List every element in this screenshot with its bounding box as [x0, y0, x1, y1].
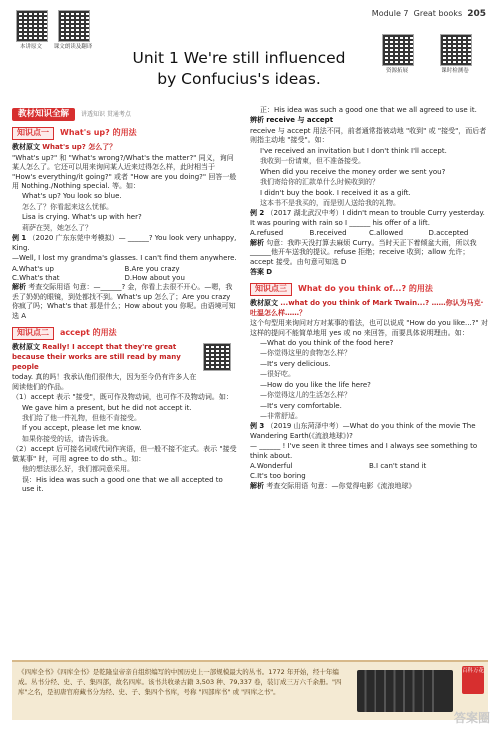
q3-label: 例 3	[250, 422, 265, 431]
right-column	[250, 106, 488, 493]
unit-title-line1: Unit 1 We're still influenced	[132, 49, 346, 67]
q1-source: （2020 广东东莞中考模拟）	[28, 234, 119, 243]
module-label: Module 7	[371, 9, 409, 18]
page-header	[372, 8, 486, 20]
knowledge-point-1-header	[12, 127, 237, 140]
kp1-explanation: "What's up?" 和 "What's wrong?/What's the matter?" 同义，询问某人怎么了。它还可以用来询问某人近来过得怎么样，此时相当于 "How's everything/it going?" 或者 "How are you doing?" 回答一般用 Nothing./Nothing special. 等。如：	[12, 153, 237, 191]
section-tag: 教材知识全解	[12, 108, 75, 121]
kp2-source-text-c: today. 真的吗！我承认他们很伟大，因为至今仍有许多人在阅读他们的作品。	[12, 373, 197, 391]
q2-exp-text: 句意：我昨天没打算去麻烦 Curry。当时天正下着倾盆大雨，所以我______他开车送我的提议。refuse 拒绝；receive 收到；allow 允许；accept 接受。由句意可知选 D	[250, 238, 477, 266]
example-line: 他的想法那么好，我们都同意采用。	[22, 465, 134, 474]
q1-exp-label: 解析	[12, 283, 26, 292]
discrimination-header	[250, 116, 488, 125]
q1-exp-text: 考查交际用语 句意：—______? 金，你看上去很不开心。—嗯，我丢了奶奶的眼镜，到处都找不到。What's up 怎么了；Are you crazy 你疯了吗；What's that 那是什么；How about you 你呢。由语境可知选 A	[12, 283, 236, 320]
knowledge-point-2-header	[12, 327, 237, 340]
unit-title	[108, 48, 370, 90]
kp2-title: accept 的用法	[60, 328, 117, 338]
question-3	[250, 422, 488, 441]
footer-box	[12, 660, 488, 720]
example-line: 正：His idea was such a good one that we all agreed to use it.	[260, 106, 477, 114]
kp1-source	[12, 143, 237, 152]
kp3-tag: 知识点三	[250, 283, 292, 296]
example-line: 这本书不是我买的，而是别人送给我的礼物。	[260, 198, 400, 207]
example-line: 莉萨在哭，她怎么了？	[22, 223, 92, 232]
kp2-source-text-b: because their works are still read by many people	[12, 353, 181, 371]
source-label: 教材原文	[250, 299, 278, 308]
book-label: Great books	[413, 9, 463, 18]
q3-explanation	[250, 482, 488, 491]
kp3-source-text: ...what do you think of Mark Twain...? ……你认为马克·吐温怎么样……？	[250, 299, 484, 317]
disc-label: 辨析	[250, 116, 264, 125]
example-line: What's up? You look so blue.	[22, 192, 122, 201]
qr-label-1: 本讲原文	[19, 44, 42, 50]
example-line: —非常舒适。	[260, 412, 302, 421]
q2-option-c: C.allowed	[369, 229, 404, 238]
q3-options-row1	[250, 462, 488, 471]
example-line: —It's very comfortable.	[260, 401, 342, 410]
example-line: 如果你接受的话，请告诉我。	[22, 434, 113, 443]
example-line: —It's very delicious.	[260, 359, 331, 368]
example-line: I've received an invitation but I don't think I'll accept.	[260, 146, 447, 155]
q1-option-d: D.How about you	[124, 273, 185, 282]
section-header	[12, 108, 237, 121]
kp3-explanation: 这个句型用来询问对方对某事的看法，也可以说成 "How do you like...?" 对这样的提问不能简单地用 yes 或 no 来回答，而要具体说明理由。如：	[250, 319, 488, 337]
q2-exp-label: 解析	[250, 238, 264, 247]
q2-text: I didn't mean to trouble Curry yesterday. It was pouring with rain so I ______ his offer of a lift.	[250, 209, 485, 227]
question-1	[12, 234, 237, 253]
example-line: I didn't buy the book. I received it as a gift.	[260, 188, 411, 197]
page-number: 205	[467, 9, 486, 19]
q3-exp-label: 解析	[250, 482, 264, 491]
qr-code-2	[58, 10, 90, 42]
q3-text: —What do you think of the movie The Wandering Earth(《流浪地球》)?	[250, 422, 476, 440]
q3-option-c: C.It's too boring	[250, 471, 306, 480]
unit-title-line2: by Confucius's ideas.	[157, 69, 321, 88]
section-subtitle: 讲透知识 贯通考点	[81, 110, 131, 118]
kp2-explanation-2: （2）accept 后可接名词或代词作宾语，但一般不接不定式。表示 "接受做某事" 时，可用 agree to do sth.。如：	[12, 445, 237, 463]
example-line: —How do you like the life here?	[260, 380, 371, 389]
q1-option-b: B.Are you crazy	[124, 264, 180, 273]
q2-option-b: B.received	[309, 229, 347, 238]
q1-text: — ______? You look very unhappy, King.	[12, 234, 237, 252]
q2-option-a: A.refused	[250, 229, 284, 238]
q2-ans-label: 答案	[250, 268, 264, 276]
example-line: 误：His idea was such a good one that we all accepted to use it.	[22, 475, 223, 494]
left-column	[12, 108, 237, 496]
q2-ans-value: D	[266, 268, 273, 276]
footer-badge: 百科万花	[462, 666, 484, 694]
example-line: 我们寄给你的汇款单什么时候收到的？	[260, 178, 379, 187]
q1-options-row2	[12, 274, 237, 283]
q2-options	[250, 229, 488, 238]
example-line: —很好吃。	[260, 370, 295, 379]
example-line: 我们给了他一件礼物，但他不肯接受。	[22, 414, 141, 422]
disc-title: receive 与 accept	[266, 116, 334, 125]
example-line: —你觉得这里的食物怎么样？	[260, 349, 351, 358]
kp2-explanation-1: （1）accept 表示 "接受"，既可作及物动词，也可作不及物动词。如：	[12, 393, 233, 402]
qr-code-4	[440, 34, 472, 66]
disc-text: receive 与 accept 用法不同，前者通常指被动地 "收到" 或 "接受"，而后者则指主动地 "接受"。如：	[250, 126, 487, 145]
kp1-tag: 知识点一	[12, 127, 54, 140]
q2-explanation	[250, 239, 488, 267]
q2-answer	[250, 268, 488, 277]
q1-options-row1	[12, 265, 237, 274]
source-label: 教材原文	[12, 143, 40, 152]
q3-exp-text: 考查交际用语 句意：—你觉得电影《流浪地球》	[266, 482, 416, 491]
qr-code-5	[203, 343, 231, 371]
example-line: —你觉得这儿的生活怎么样？	[260, 391, 351, 400]
example-line: 怎么了？你看起来这么忧郁。	[22, 202, 113, 211]
example-line: We gave him a present, but he did not accept it.	[22, 403, 192, 412]
qr-label-2: 课文朗读及翻译	[53, 44, 93, 50]
source-label: 教材原文	[12, 342, 40, 351]
kp2-source-line1	[12, 343, 203, 352]
q2-source: （2017 湖北武汉中考）	[266, 209, 343, 218]
q3-text2: — ______ ! I've seen it three times and I always see something to think about.	[250, 442, 478, 460]
kp3-source	[250, 299, 488, 318]
footer-text: 《四库全书》《四库全书》是乾隆皇帝亲自组织编写的中国历史上一部规模最大的丛书。1772 年开始，经十年编成。丛书分经、史、子、集四部，故名四库。该书共收录古籍 3,503 种、79,337 卷，装订成三万六千余册。"四库"之名，是初唐官府藏书分为经、史、子、集四个书库，号称 "四部库书" 或 "四库之书"。	[18, 668, 342, 696]
q1-label: 例 1	[12, 234, 27, 243]
q1-explanation	[12, 283, 237, 321]
question-2	[250, 209, 488, 228]
q3-option-b: B.I can't stand it	[369, 462, 427, 471]
q2-label: 例 2	[250, 209, 265, 218]
kp2-tag: 知识点二	[12, 327, 54, 340]
watermark: 答案圈	[453, 710, 490, 725]
q2-option-d: D.accepted	[428, 229, 469, 238]
q3-option-a: A.Wonderful	[250, 462, 293, 471]
example-line: If you accept, please let me know.	[22, 424, 142, 433]
kp1-source-text: What's up? 怎么了？	[42, 143, 117, 152]
example-line: Lisa is crying. What's up with her?	[22, 213, 142, 222]
q1-option-a: A.What's up	[12, 264, 54, 273]
q3-source: （2019 山东菏泽中考）	[266, 422, 343, 431]
kp2-source-text-a: Really! I accept that they're great	[42, 342, 177, 351]
knowledge-point-3-header	[250, 283, 488, 296]
qr-label-4: 课时检测卷	[441, 68, 469, 74]
qr-code-1	[16, 10, 48, 42]
example-line: 我收到一份请柬，但不准备接受。	[260, 157, 365, 166]
qr-label-3: 资源拓展	[385, 68, 408, 74]
book-set-image	[357, 670, 453, 712]
q1-text2: —Well, I lost my grandma's glasses. I can't find them anywhere.	[12, 254, 237, 263]
example-line: —What do you think of the food here?	[260, 338, 394, 347]
kp1-title: What's up? 的用法	[60, 128, 137, 138]
kp2-source-block	[12, 343, 237, 392]
q1-option-c: C.What's that	[12, 273, 60, 282]
example-line: When did you receive the money order we sent you?	[260, 167, 446, 176]
qr-code-3	[382, 34, 414, 66]
kp3-title: What do you think of...? 的用法	[298, 284, 433, 294]
